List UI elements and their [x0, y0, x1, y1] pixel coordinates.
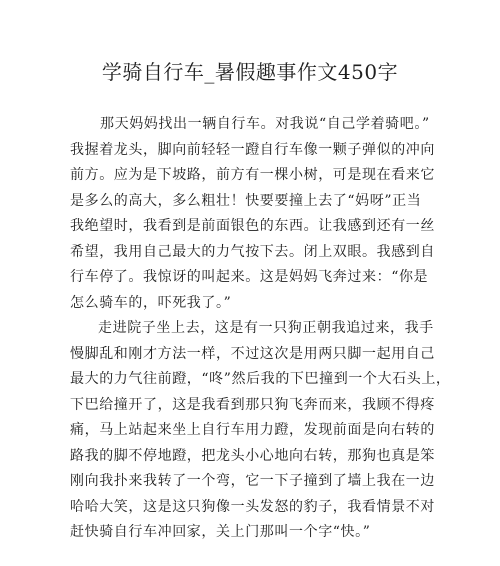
paragraph-line: 那天妈妈找出一辆自行车。对我说“自己学着骑吧。” — [100, 116, 430, 132]
paragraph-line: 刚向我扑来我转了一个弯，它一下子撞到了墙上我在一边 — [70, 473, 435, 489]
paragraph-line: 行车停了。我惊讶的叫起来。这是妈妈飞奔过来：“你是 — [70, 269, 429, 285]
paragraph-line: 慢脚乱和刚才方法一样，不过这次是用两只脚一起用自己 — [70, 345, 435, 362]
paragraph-line: 怎么骑车的，吓死我了。” — [70, 294, 232, 311]
paragraph-line: 赶快骑自行车冲回家，关上门那叫一个字“快。” — [70, 524, 371, 540]
paragraph-line: 我握着龙头，脚向前轻轻一蹬自行车像一颗子弹似的冲向 — [70, 141, 435, 158]
paragraph-line: 走进院子坐上去，这是有一只狗正朝我追过来，我手 — [98, 320, 434, 336]
paragraph-line: 我绝望时，我看到是前面银色的东西。让我感到还有一丝 — [70, 218, 435, 234]
paragraph-line: 最大的力气往前蹬，“咚”然后我的下巴撞到一个大石头上， — [70, 371, 451, 387]
paragraph-line: 是多么的高大，多么粗壮！快要要撞上去了“妈呀”正当 — [70, 192, 422, 209]
paragraph-line: 哈哈大笑，这是这只狗像一头发怒的豹子，我看情景不对 — [70, 498, 435, 515]
paragraph-line: 希望，我用自己最大的力气按下去。闭上双眼。我感到自 — [70, 243, 435, 260]
paragraph-line: 路我的脚不停地蹬，把龙头小心地向右转，那狗也真是笨 — [70, 447, 435, 464]
essay-body — [70, 112, 451, 546]
paragraph-line: 下巴给撞开了，这是我看到那只狗飞奔而来，我顾不得疼 — [70, 396, 435, 413]
paragraph-line: 痛，马上站起来坐上自行车用力蹬，发现前面是向右转的 — [70, 422, 435, 438]
paragraph-line: 前方。应为是下坡路，前方有一棵小树，可是现在看来它 — [70, 167, 435, 183]
document-title: 学骑自行车_暑假趣事作文450字 — [101, 60, 399, 84]
